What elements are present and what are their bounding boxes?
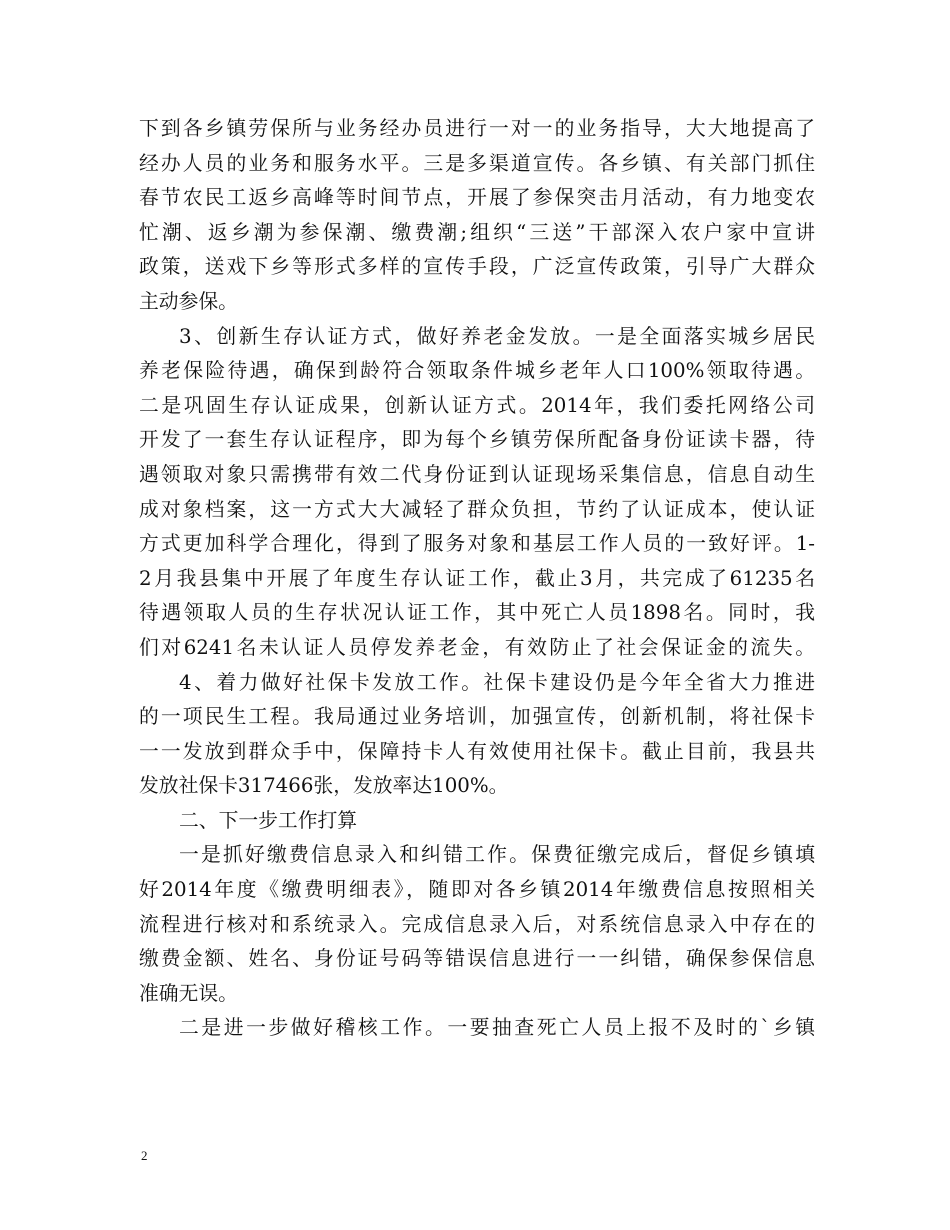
- text-line: 们对6241名未认证人员停发养老金，有效防止了社会保证金的流失。: [139, 635, 815, 659]
- text-line: 一是抓好缴费信息录入和纠错工作。保费征缴完成后，督促乡镇填: [179, 843, 815, 867]
- text-line: 发放社保卡317466张，发放率达100%。: [139, 774, 509, 798]
- text-line: 下到各乡镇劳保所与业务经办员进行一对一的业务指导，大大地提高了: [139, 117, 815, 140]
- text-line: 准确无误。: [139, 981, 238, 1005]
- text-line: 方式更加科学合理化，得到了服务对象和基层工作人员的一致好评。1-: [139, 532, 815, 556]
- text-line: 忙潮、返乡潮为参保潮、缴费潮;组织“三送”干部深入农户家中宣讲: [139, 220, 815, 244]
- text-line: 二是巩固生存认证成果，创新认证方式。2014年，我们委托网络公司: [139, 393, 815, 417]
- text-line: 好2014年度《缴费明细表》，随即对各乡镇2014年缴费信息按照相关: [139, 878, 815, 902]
- text-line: 养老保险待遇，确保到龄符合领取条件城乡老年人口100%领取待遇。: [139, 359, 815, 383]
- text-line: 待遇领取人员的生存状况认证工作，其中死亡人员1898名。同时，我: [139, 601, 815, 625]
- body-text: [139, 112, 815, 1046]
- text-line: 二、下一步工作打算: [179, 808, 358, 832]
- text-line: 春节农民工返乡高峰等时间节点，开展了参保突击月活动，有力地变农: [139, 186, 815, 210]
- text-line: 开发了一套生存认证程序，即为每个乡镇劳保所配备身份证读卡器，待: [139, 428, 815, 452]
- text-line: 流程进行核对和系统录入。完成信息录入后，对系统信息录入中存在的: [139, 912, 815, 936]
- page-number: 2: [141, 1148, 148, 1163]
- text-line: 主动参保。: [139, 289, 238, 313]
- text-line: 二是进一步做好稽核工作。一要抽查死亡人员上报不及时的`乡镇: [179, 1016, 815, 1040]
- text-line: 经办人员的业务和服务水平。三是多渠道宣传。各乡镇、有关部门抓住: [139, 151, 815, 175]
- text-line: 成对象档案，这一方式大大减轻了群众负担，节约了认证成本，使认证: [139, 497, 815, 521]
- text-line: 4、着力做好社保卡发放工作。社保卡建设仍是今年全省大力推进: [179, 670, 815, 694]
- text-line: 3、创新生存认证方式，做好养老金发放。一是全面落实城乡居民: [179, 324, 815, 348]
- text-line: 2月我县集中开展了年度生存认证工作，截止3月，共完成了61235名: [139, 566, 815, 590]
- text-line: 政策，送戏下乡等形式多样的宣传手段，广泛宣传政策，引导广大群众: [139, 255, 815, 279]
- text-line: 遇领取对象只需携带有效二代身份证到认证现场采集信息，信息自动生: [139, 462, 815, 486]
- text-line: 缴费金额、姓名、身份证号码等错误信息进行一一纠错，确保参保信息: [139, 947, 815, 971]
- text-line: 的一项民生工程。我局通过业务培训，加强宣传，创新机制，将社保卡: [139, 705, 815, 729]
- text-line: 一一发放到群众手中，保障持卡人有效使用社保卡。截止目前，我县共: [139, 739, 815, 763]
